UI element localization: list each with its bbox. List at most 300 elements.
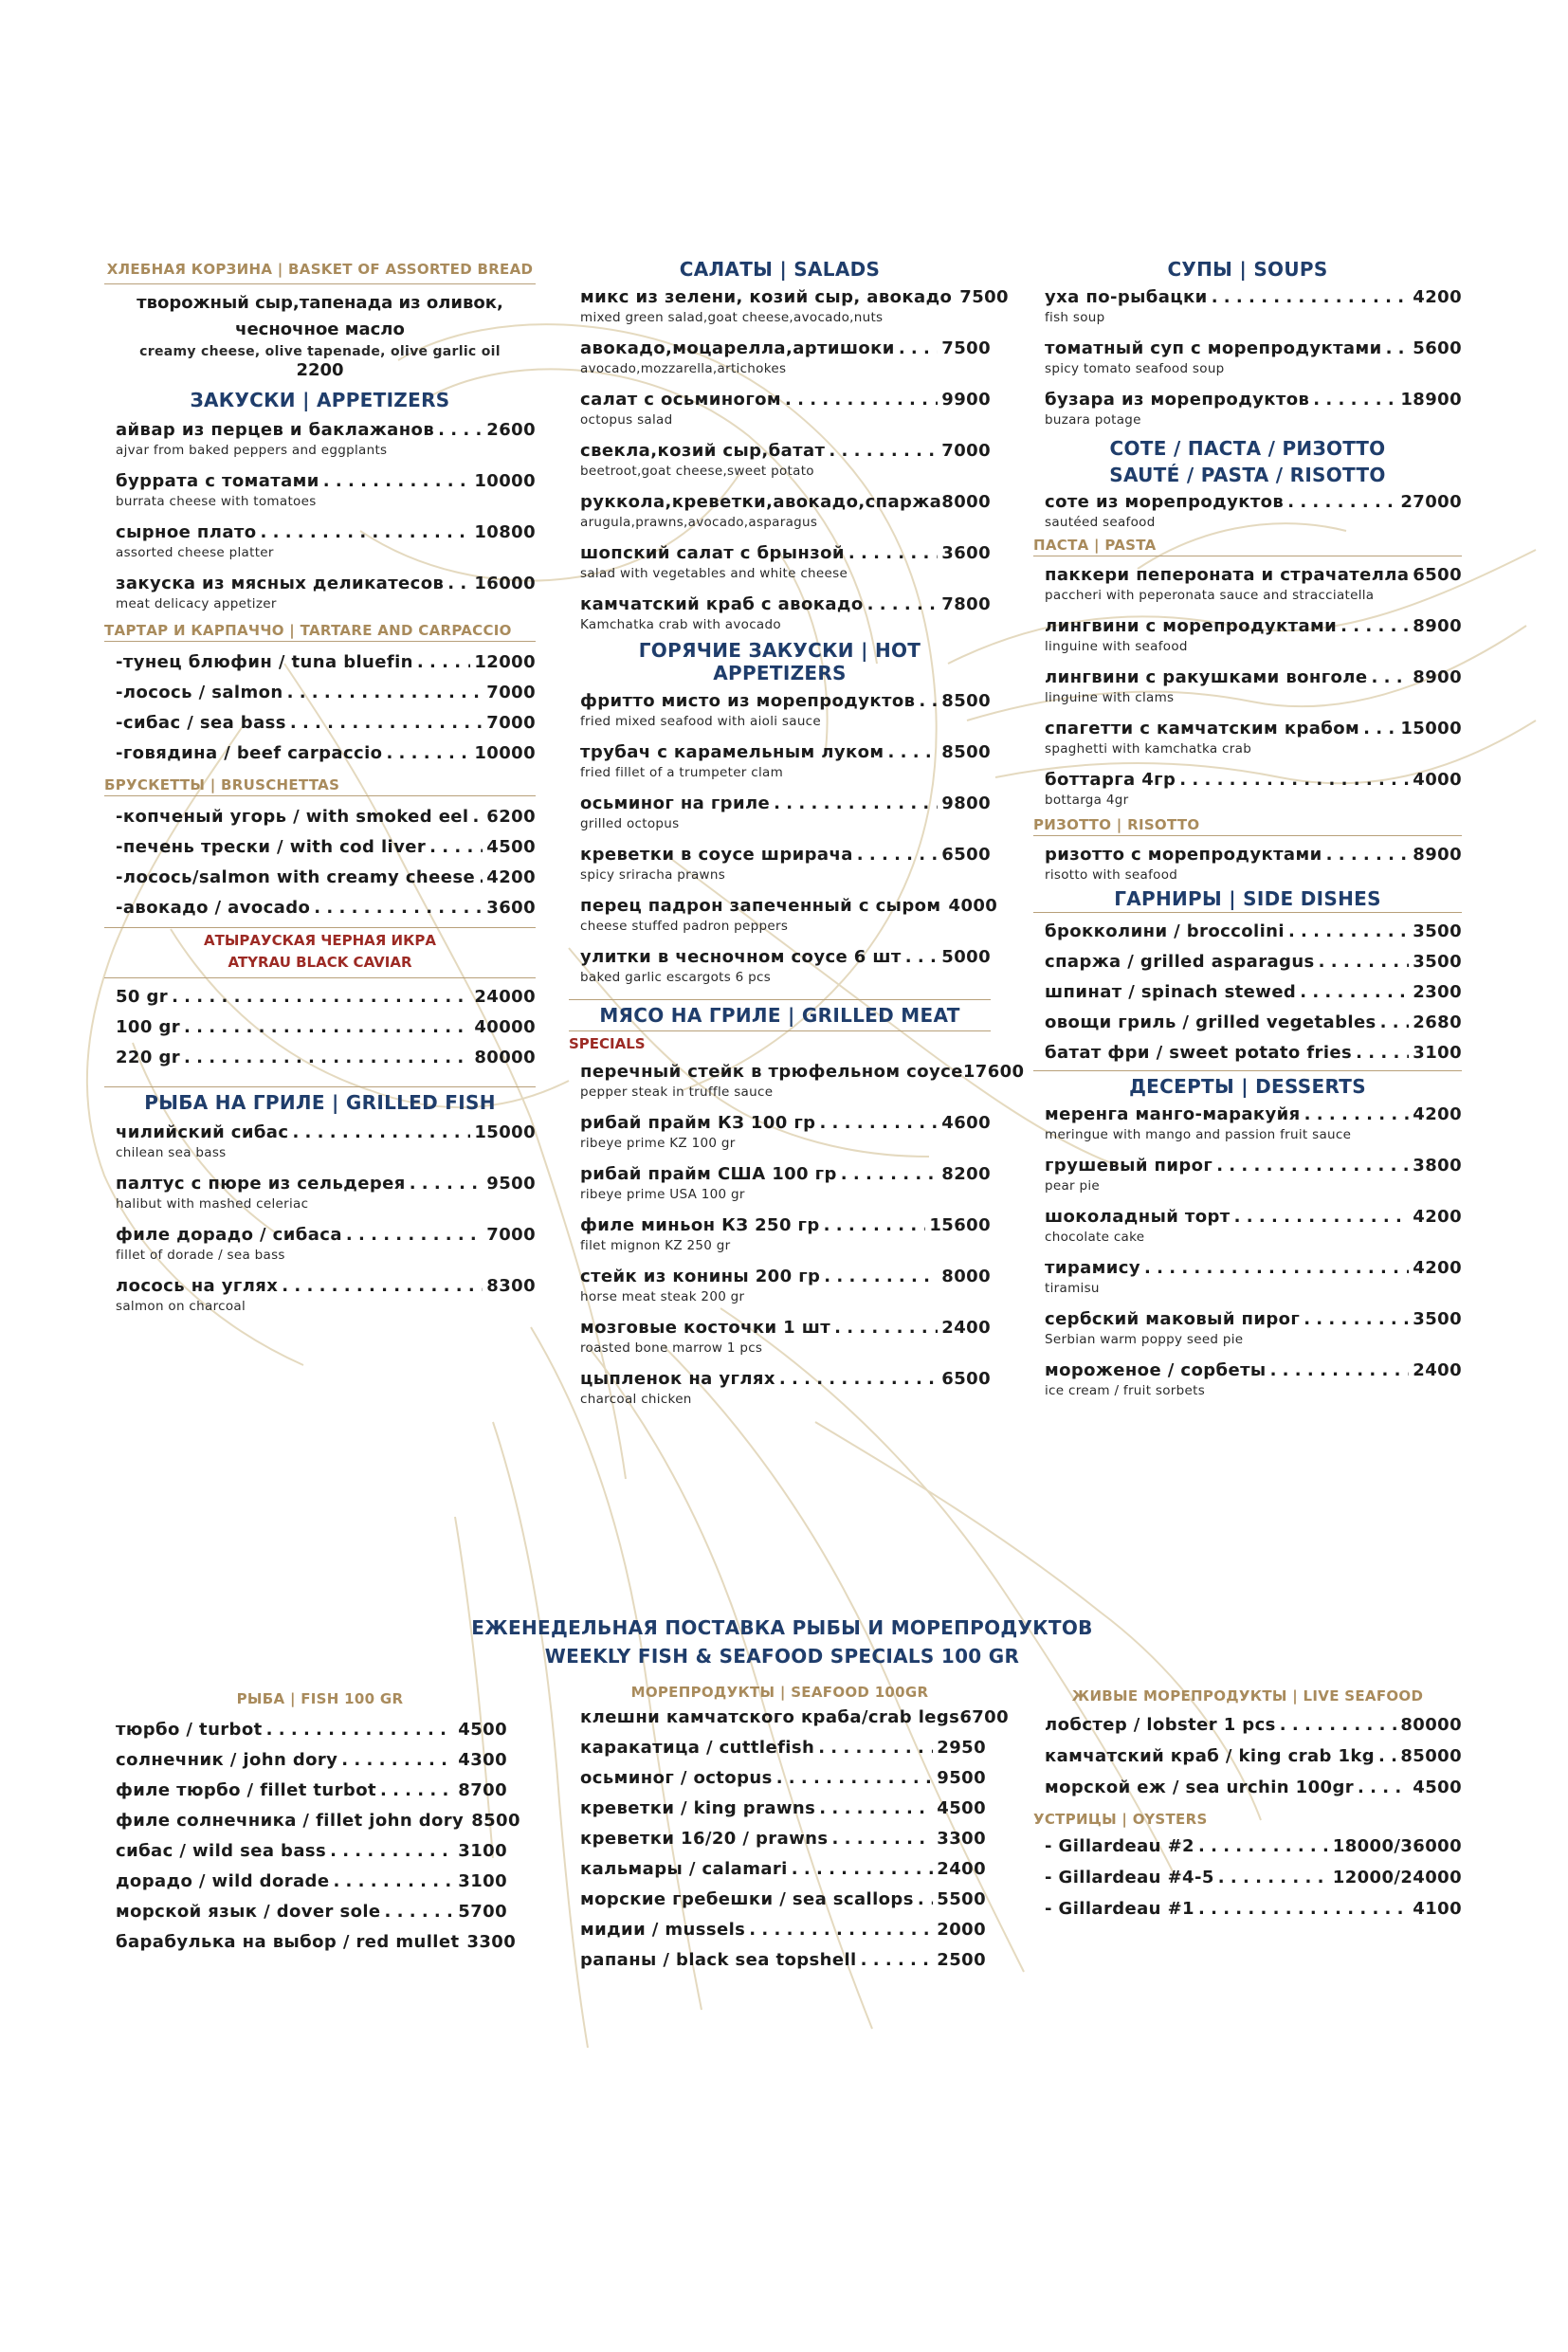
item-description: beetroot,goat cheese,sweet potato xyxy=(580,464,814,479)
tartare-list xyxy=(104,651,536,765)
item-price: 9900 xyxy=(941,390,991,410)
divider xyxy=(104,927,536,928)
menu-item xyxy=(580,1317,991,1357)
menu-item xyxy=(580,1163,991,1203)
left-column xyxy=(104,261,536,1315)
leader-dots xyxy=(857,844,939,866)
item-name: меренга манго-маракуйя xyxy=(1045,1104,1301,1124)
menu-item xyxy=(1045,389,1462,428)
menu-item xyxy=(580,1828,986,1851)
salads-list xyxy=(569,286,1009,633)
fish-column xyxy=(104,1690,536,1954)
leader-dots xyxy=(861,1949,934,1972)
leader-dots xyxy=(1386,337,1410,360)
item-price: 4200 xyxy=(1413,1104,1462,1124)
item-price: 4200 xyxy=(1413,1207,1462,1227)
divider xyxy=(104,283,536,284)
item-price: 4200 xyxy=(1413,287,1462,307)
menu-item xyxy=(580,1888,986,1911)
item-price: 8900 xyxy=(1413,667,1462,687)
item-description: roasted bone marrow 1 pcs xyxy=(580,1340,763,1356)
item-name: -тунец блюфин / tuna bluefin xyxy=(116,652,413,672)
menu-item xyxy=(116,1810,520,1832)
leader-dots xyxy=(1372,666,1410,689)
item-price: 80000 xyxy=(1400,1715,1462,1735)
item-price: 2680 xyxy=(1413,1012,1462,1032)
menu-item xyxy=(580,1797,986,1820)
item-price: 2300 xyxy=(1413,982,1462,1002)
item-price: 8700 xyxy=(458,1780,507,1800)
leader-dots xyxy=(260,521,470,544)
item-name: филе тюрбо / fillet turbot xyxy=(116,1780,376,1800)
leader-dots xyxy=(290,712,483,735)
leader-dots xyxy=(1358,1777,1409,1799)
item-price: 9500 xyxy=(486,1174,536,1194)
seafood-list xyxy=(569,1706,1010,1972)
menu-item xyxy=(116,1016,536,1039)
item-price: 7000 xyxy=(486,713,536,733)
item-name: лосось на углях xyxy=(116,1276,279,1296)
item-price: 7500 xyxy=(941,338,991,358)
item-price: 4000 xyxy=(1413,770,1462,790)
item-price: 17600 xyxy=(962,1062,1025,1082)
leader-dots xyxy=(1144,1257,1409,1280)
item-name: дорадо / wild dorade xyxy=(116,1871,330,1891)
weekly-title-ru: ЕЖЕНЕДЕЛЬНАЯ ПОСТАВКА РЫБЫ И МОРЕПРОДУКТОВ xyxy=(471,1616,1093,1639)
menu-item xyxy=(116,419,536,459)
specials-label: SPECIALS xyxy=(569,1035,646,1052)
menu-item xyxy=(116,1840,507,1863)
item-name: - Gillardeau #1 xyxy=(1045,1899,1194,1919)
weekly-title-en: WEEKLY FISH & SEAFOOD SPECIALS 100 GR xyxy=(544,1645,1020,1668)
leader-dots xyxy=(184,1047,470,1069)
item-price: 8000 xyxy=(941,1267,991,1286)
item-price: 24000 xyxy=(474,987,536,1007)
risotto-title: РИЗОТТО | RISOTTO xyxy=(1033,816,1200,833)
menu-item xyxy=(116,742,536,765)
leader-dots xyxy=(472,806,483,829)
item-name: соте из морепродуктов xyxy=(1045,492,1285,512)
divider xyxy=(104,1086,536,1087)
item-description: meringue with mango and passion fruit sauce xyxy=(1045,1127,1352,1142)
item-price: 85000 xyxy=(1400,1746,1462,1766)
menu-item xyxy=(580,1112,991,1152)
leader-dots xyxy=(1179,769,1409,792)
item-description: avocado,mozzarella,artichokes xyxy=(580,361,787,376)
item-name: закуска из мясных деликатесов xyxy=(116,574,445,593)
item-price: 3300 xyxy=(466,1932,517,1952)
item-name: креветки в соусе шрирача xyxy=(580,845,853,865)
item-name: сибас / wild sea bass xyxy=(116,1841,327,1861)
item-name: грушевый пирог xyxy=(1045,1156,1213,1176)
item-description: paccheri with peperonata sauce and stracciatella xyxy=(1045,588,1375,603)
leader-dots xyxy=(1319,951,1410,974)
item-name: клешни камчатского краба/crab legs xyxy=(580,1707,960,1727)
item-name: осьминог на гриле xyxy=(580,793,771,813)
live-seafood-title: ЖИВЫЕ МОРЕПРОДУКТЫ | LIVE SEAFOOD xyxy=(1071,1687,1424,1705)
item-price: 2500 xyxy=(937,1950,986,1970)
leader-dots xyxy=(333,1870,454,1893)
item-price: 9800 xyxy=(941,793,991,813)
item-name: -копченый угорь / with smoked eel xyxy=(116,807,469,827)
divider xyxy=(569,1030,991,1031)
item-name: солнечник / john dory xyxy=(116,1750,338,1770)
item-price: 8900 xyxy=(1413,616,1462,636)
leader-dots xyxy=(184,1016,470,1039)
bread-line-2: чесночное масло xyxy=(235,319,405,339)
menu-item xyxy=(116,521,536,561)
item-price: 8000 xyxy=(941,492,991,512)
menu-item xyxy=(116,897,536,920)
leader-dots xyxy=(831,1828,933,1851)
menu-item xyxy=(580,1266,991,1305)
grilled-meat-title: МЯСО НА ГРИЛЕ | GRILLED MEAT xyxy=(599,1004,960,1027)
item-description: spaghetti with kamchatka crab xyxy=(1045,741,1252,757)
leader-dots xyxy=(417,651,470,674)
menu-item xyxy=(116,1779,507,1802)
item-description: chilean sea bass xyxy=(116,1145,227,1160)
menu-item xyxy=(116,1173,536,1212)
item-description: spicy sriracha prawns xyxy=(580,867,726,883)
item-description: burrata cheese with tomatoes xyxy=(116,494,317,509)
risotto-list xyxy=(1033,844,1462,884)
item-name: руккола,креветки,авокадо,спаржа xyxy=(580,492,942,512)
leader-dots xyxy=(919,690,938,713)
item-price: 4500 xyxy=(1413,1778,1462,1797)
middle-column xyxy=(569,258,1025,1408)
item-name: буррата с томатами xyxy=(116,471,319,491)
leader-dots xyxy=(1234,1206,1410,1229)
menu-item xyxy=(580,1949,986,1972)
item-price: 4500 xyxy=(486,837,536,857)
item-price: 6500 xyxy=(941,1369,991,1389)
menu-item xyxy=(580,542,991,582)
item-price: 4000 xyxy=(948,896,998,916)
leader-dots xyxy=(429,836,483,859)
item-description: halibut with mashed celeriac xyxy=(116,1196,309,1212)
item-price: 80000 xyxy=(474,1048,536,1067)
item-name: спагетти с камчатским крабом xyxy=(1045,719,1360,738)
item-description: ribeye prime USA 100 gr xyxy=(580,1187,745,1202)
item-description: Serbian warm poppy seed pie xyxy=(1045,1332,1244,1347)
item-price: 6500 xyxy=(941,845,991,865)
item-price: 12000 xyxy=(474,652,536,672)
bread-description: creamy cheese, olive tapenade, olive garlic oil xyxy=(139,344,501,359)
menu-item xyxy=(580,593,991,633)
item-description: chocolate cake xyxy=(1045,1230,1145,1245)
menu-item xyxy=(116,573,536,612)
leader-dots xyxy=(1198,1898,1409,1921)
item-price: 18900 xyxy=(1400,390,1462,410)
item-name: кальмары / calamari xyxy=(580,1859,788,1879)
item-price: 3500 xyxy=(1413,1309,1462,1329)
leader-dots xyxy=(1218,1867,1329,1889)
item-price: 10000 xyxy=(474,471,536,491)
item-name: батат фри / sweet potato fries xyxy=(1045,1043,1353,1063)
item-name: -говядина / beef carpaccio xyxy=(116,743,383,763)
sides-list xyxy=(1033,921,1462,1065)
item-description: filet mignon KZ 250 gr xyxy=(580,1238,731,1253)
menu-item xyxy=(116,1901,507,1924)
leader-dots xyxy=(314,897,483,920)
item-name: чилийский сибас xyxy=(116,1122,289,1142)
menu-item xyxy=(580,1706,1010,1729)
leader-dots xyxy=(1216,1155,1409,1177)
item-description: horse meat steak 200 gr xyxy=(580,1289,745,1304)
item-price: 3500 xyxy=(1413,921,1462,941)
item-description: charcoal chicken xyxy=(580,1392,692,1407)
menu-item xyxy=(1045,1257,1462,1297)
item-price: 4500 xyxy=(458,1720,507,1740)
leader-dots xyxy=(779,1368,938,1391)
item-name: осьминог / octopus xyxy=(580,1768,773,1788)
leader-dots xyxy=(905,946,939,969)
item-name: паккери пепероната и страчателла xyxy=(1045,565,1410,585)
item-price: 3100 xyxy=(458,1871,507,1891)
divider xyxy=(1033,1070,1462,1071)
leader-dots xyxy=(380,1779,454,1802)
leader-dots xyxy=(385,1901,455,1924)
leader-dots xyxy=(824,1266,938,1288)
leader-dots xyxy=(1326,844,1410,866)
item-price: 3100 xyxy=(1413,1043,1462,1063)
item-price: 2400 xyxy=(1413,1360,1462,1380)
item-name: шопский салат с брынзой xyxy=(580,543,845,563)
leader-dots xyxy=(1212,286,1410,309)
item-price: 3800 xyxy=(1413,1156,1462,1176)
menu-item xyxy=(580,337,991,377)
leader-dots xyxy=(749,1919,933,1942)
menu-item xyxy=(116,1870,507,1893)
leader-dots xyxy=(282,1275,483,1298)
item-price: 7800 xyxy=(941,594,991,614)
salads-title: САЛАТЫ | SALADS xyxy=(679,258,881,281)
menu-item xyxy=(1045,1777,1462,1799)
leader-dots xyxy=(386,742,470,765)
item-name: шоколадный торт xyxy=(1045,1207,1231,1227)
item-price: 18000/36000 xyxy=(1332,1836,1462,1856)
item-price: 10000 xyxy=(474,743,536,763)
menu-item xyxy=(116,1749,507,1772)
item-name: микс из зелени, козий сыр, авокадо xyxy=(580,287,953,307)
item-price: 2950 xyxy=(937,1738,986,1758)
menu-item xyxy=(1045,1012,1462,1034)
menu-item xyxy=(580,286,1009,326)
menu-item xyxy=(116,1719,507,1741)
item-name: филе солнечника / fillet john dory xyxy=(116,1811,465,1831)
live-seafood-list xyxy=(1033,1714,1462,1799)
menu-item xyxy=(1045,1103,1462,1143)
leader-dots xyxy=(1287,491,1396,514)
item-name: мидии / mussels xyxy=(580,1920,746,1940)
item-description: sautéed seafood xyxy=(1045,515,1156,530)
menu-item xyxy=(580,440,991,480)
leader-dots xyxy=(918,1888,933,1911)
leader-dots xyxy=(776,1767,934,1790)
menu-item xyxy=(116,470,536,510)
pasta-list xyxy=(1033,564,1462,809)
item-price: 2000 xyxy=(937,1920,986,1940)
item-price: 4200 xyxy=(1413,1258,1462,1278)
leader-dots xyxy=(1313,389,1396,411)
menu-item xyxy=(116,836,536,859)
grilled-fish-title: РЫБА НА ГРИЛЕ | GRILLED FISH xyxy=(144,1091,496,1114)
menu-item xyxy=(580,844,991,884)
leader-dots xyxy=(1198,1835,1329,1858)
item-name: -сибас / sea bass xyxy=(116,713,286,733)
item-name: камчатский краб с авокадо xyxy=(580,594,864,614)
right-column xyxy=(1033,258,1462,1399)
leader-dots xyxy=(447,573,470,595)
item-name: -лосось/salmon with creamy cheese xyxy=(116,867,476,887)
menu-item xyxy=(1045,1042,1462,1065)
item-description: buzara potage xyxy=(1045,412,1141,428)
item-price: 4300 xyxy=(458,1750,507,1770)
live-seafood-column xyxy=(1033,1687,1462,1921)
leader-dots xyxy=(841,1163,939,1186)
item-price: 8500 xyxy=(471,1811,520,1831)
item-name: спаржа / grilled asparagus xyxy=(1045,952,1315,972)
menu-item xyxy=(1045,1206,1462,1246)
item-price: 8500 xyxy=(941,691,991,711)
item-name: креветки / king prawns xyxy=(580,1798,816,1818)
item-description: linguine with clams xyxy=(1045,690,1175,705)
menu-item xyxy=(1045,921,1462,943)
item-description: Kamchatka crab with avocado xyxy=(580,617,781,632)
leader-dots xyxy=(341,1749,454,1772)
item-price: 3600 xyxy=(486,898,536,918)
caviar-title-ru: АТЫРАУСКАЯ ЧЕРНАЯ ИКРА xyxy=(204,932,436,949)
item-price: 10800 xyxy=(474,522,536,542)
item-description: octopus salad xyxy=(580,412,673,428)
item-name: стейк из конины 200 гр xyxy=(580,1267,821,1286)
bruschettas-list xyxy=(104,806,536,920)
item-name: бузара из морепродуктов xyxy=(1045,390,1310,410)
menu-item xyxy=(1045,337,1462,377)
item-description: fried fillet of a trumpeter clam xyxy=(580,765,784,780)
item-price: 5500 xyxy=(937,1889,986,1909)
item-name: каракатица / cuttlefish xyxy=(580,1738,815,1758)
item-name: авокадо,моцарелла,артишоки xyxy=(580,338,895,358)
menu-item xyxy=(116,986,536,1009)
menu-item xyxy=(580,1368,991,1408)
menu-item xyxy=(580,1214,991,1254)
menu-item xyxy=(1045,491,1462,531)
item-description: fish soup xyxy=(1045,310,1105,325)
item-price: 27000 xyxy=(1400,492,1462,512)
item-name: сербский маковый пирог xyxy=(1045,1309,1301,1329)
item-price: 16000 xyxy=(474,574,536,593)
item-price: 4200 xyxy=(486,867,536,887)
item-price: 4600 xyxy=(941,1113,991,1133)
item-description: bottarga 4gr xyxy=(1045,793,1129,808)
item-name: мозговые косточки 1 шт xyxy=(580,1318,831,1338)
item-description: arugula,prawns,avocado,asparagus xyxy=(580,515,818,530)
item-name: рапаны / black sea topshell xyxy=(580,1950,857,1970)
leader-dots xyxy=(346,1224,483,1247)
item-price: 7500 xyxy=(959,287,1009,307)
bread-price: 2200 xyxy=(296,360,344,380)
item-description: fillet of dorade / sea bass xyxy=(116,1248,285,1263)
menu-item xyxy=(1045,1714,1462,1737)
item-description: fried mixed seafood with aioli sauce xyxy=(580,714,822,729)
hot-appetizers-list xyxy=(569,690,998,986)
fish-list xyxy=(104,1719,536,1954)
saute-title-en: SAUTÉ / PASTA / RISOTTO xyxy=(1109,464,1386,486)
menu-item xyxy=(1045,615,1462,655)
leader-dots xyxy=(829,440,938,463)
soups-title: СУПЫ | SOUPS xyxy=(1167,258,1328,281)
item-name: 100 gr xyxy=(116,1017,181,1037)
menu-item xyxy=(580,946,991,986)
bread-item xyxy=(104,290,536,381)
leader-dots xyxy=(1340,615,1409,638)
weekly-header xyxy=(379,1614,1185,1670)
divider xyxy=(104,641,536,642)
menu-item xyxy=(1045,1745,1462,1768)
menu-item xyxy=(1045,844,1462,884)
item-description: mixed green salad,goat cheese,avocado,nuts xyxy=(580,310,884,325)
item-name: цыпленок на углях xyxy=(580,1369,775,1389)
fish-title: РЫБА | FISH 100 GR xyxy=(236,1690,404,1707)
divider xyxy=(1033,835,1462,836)
item-price: 7000 xyxy=(486,683,536,702)
saute-list xyxy=(1033,491,1462,531)
menu-item xyxy=(580,1737,986,1759)
item-name: палтус с пюре из сельдерея xyxy=(116,1174,406,1194)
menu-item xyxy=(580,793,991,832)
item-price: 6500 xyxy=(1413,565,1462,585)
sides-title: ГАРНИРЫ | SIDE DISHES xyxy=(1114,887,1381,910)
item-name: филе миньон КЗ 250 гр xyxy=(580,1215,820,1235)
item-name: морской язык / dover sole xyxy=(116,1902,381,1922)
item-name: томатный суп с морепродуктами xyxy=(1045,338,1382,358)
item-name: сырное плато xyxy=(116,522,257,542)
bruschettas-title: БРУСКЕТТЫ | BRUSCHETTAS xyxy=(104,776,340,793)
menu-item xyxy=(116,1931,517,1954)
menu-item xyxy=(1045,564,1462,604)
item-price: 5000 xyxy=(941,947,991,967)
item-description: tiramisu xyxy=(1045,1281,1100,1296)
desserts-list xyxy=(1033,1103,1462,1399)
item-name: -печень трески / with cod liver xyxy=(116,837,427,857)
item-name: тюрбо / turbot xyxy=(116,1720,263,1740)
leader-dots xyxy=(479,866,483,889)
item-price: 40000 xyxy=(474,1017,536,1037)
leader-dots xyxy=(899,337,938,360)
item-name: лингвини с морепродуктами xyxy=(1045,616,1338,636)
item-name: уха по-рыбацки xyxy=(1045,287,1208,307)
item-name: рибай прайм США 100 гр xyxy=(580,1164,837,1184)
desserts-title: ДЕСЕРТЫ | DESSERTS xyxy=(1129,1075,1366,1098)
leader-dots xyxy=(867,593,939,616)
item-name: улитки в чесночном соусе 6 шт xyxy=(580,947,902,967)
leader-dots xyxy=(1356,1042,1409,1065)
item-name: свекла,козий сыр,батат xyxy=(580,441,826,461)
menu-item xyxy=(1045,981,1462,1004)
item-name: морской еж / sea urchin 100gr xyxy=(1045,1778,1355,1797)
item-description: risotto with seafood xyxy=(1045,867,1178,883)
leader-dots xyxy=(292,1121,470,1144)
item-name: мороженое / сорбеты xyxy=(1045,1360,1267,1380)
menu-item xyxy=(580,741,991,781)
item-name: перечный стейк в трюфельном соусе xyxy=(580,1062,963,1082)
item-name: - Gillardeau #2 xyxy=(1045,1836,1194,1856)
item-price: 6200 xyxy=(486,807,536,827)
menu-item xyxy=(1045,1898,1462,1921)
menu-item xyxy=(1045,1867,1462,1889)
leader-dots xyxy=(819,1797,933,1820)
